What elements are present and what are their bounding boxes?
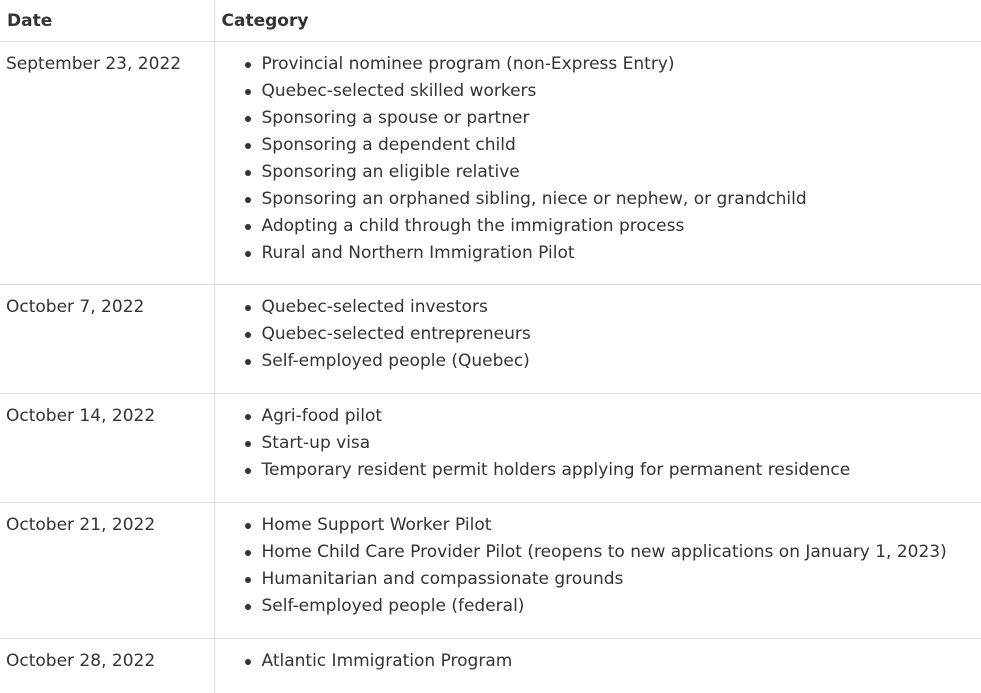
list-item bbox=[262, 648, 976, 675]
category-text: Sponsoring an orphaned sibling, niece or nephew, or grandchild bbox=[262, 189, 807, 209]
list-item bbox=[262, 593, 976, 620]
bullet-icon bbox=[245, 659, 251, 665]
date-cell bbox=[0, 42, 214, 285]
list-item bbox=[262, 51, 976, 78]
header-category: Category bbox=[214, 0, 981, 42]
list-item bbox=[262, 457, 976, 484]
category-text: Self-employed people (federal) bbox=[262, 596, 525, 616]
date-text: October 14, 2022 bbox=[6, 403, 208, 430]
date-cell bbox=[0, 394, 214, 503]
list-item bbox=[262, 566, 976, 593]
table-row bbox=[0, 285, 981, 394]
category-text: Quebec-selected entrepreneurs bbox=[262, 324, 531, 344]
list-item bbox=[262, 539, 976, 566]
list-item bbox=[262, 186, 976, 213]
bullet-icon bbox=[245, 251, 251, 257]
list-item bbox=[262, 159, 976, 186]
category-text: Start-up visa bbox=[262, 433, 371, 453]
category-text: Adopting a child through the immigration process bbox=[262, 216, 685, 236]
category-text: Home Child Care Provider Pilot (reopens to new applications on January 1, 2023) bbox=[262, 542, 947, 562]
list-item bbox=[262, 403, 976, 430]
list-item bbox=[262, 512, 976, 539]
bullet-icon bbox=[245, 305, 251, 311]
bullet-icon bbox=[245, 577, 251, 583]
category-list bbox=[215, 512, 976, 620]
category-text: Humanitarian and compassionate grounds bbox=[262, 569, 624, 589]
date-text: October 7, 2022 bbox=[6, 294, 208, 321]
list-item bbox=[262, 430, 976, 457]
list-item bbox=[262, 105, 976, 132]
date-cell bbox=[0, 503, 214, 639]
bullet-icon bbox=[245, 197, 251, 203]
bullet-icon bbox=[245, 170, 251, 176]
table-row bbox=[0, 42, 981, 285]
header-date: Date bbox=[0, 0, 214, 42]
category-text: Sponsoring a dependent child bbox=[262, 135, 516, 155]
date-text: September 23, 2022 bbox=[6, 51, 208, 78]
bullet-icon bbox=[245, 116, 251, 122]
category-text: Quebec-selected investors bbox=[262, 297, 488, 317]
table-row bbox=[0, 639, 981, 693]
category-text: Sponsoring a spouse or partner bbox=[262, 108, 530, 128]
list-item bbox=[262, 132, 976, 159]
category-cell bbox=[214, 285, 981, 394]
bullet-icon bbox=[245, 523, 251, 529]
category-text: Quebec-selected skilled workers bbox=[262, 81, 537, 101]
category-text: Provincial nominee program (non-Express Entry) bbox=[262, 54, 675, 74]
category-text: Temporary resident permit holders applying for permanent residence bbox=[262, 460, 851, 480]
list-item bbox=[262, 78, 976, 105]
category-text: Atlantic Immigration Program bbox=[262, 651, 513, 671]
category-list bbox=[215, 294, 976, 375]
category-cell bbox=[214, 394, 981, 503]
bullet-icon bbox=[245, 604, 251, 610]
bullet-icon bbox=[245, 62, 251, 68]
category-text: Rural and Northern Immigration Pilot bbox=[262, 243, 575, 263]
bullet-icon bbox=[245, 143, 251, 149]
category-text: Sponsoring an eligible relative bbox=[262, 162, 520, 182]
bullet-icon bbox=[245, 414, 251, 420]
bullet-icon bbox=[245, 441, 251, 447]
list-item bbox=[262, 213, 976, 240]
table-header-row bbox=[0, 0, 981, 42]
category-text: Home Support Worker Pilot bbox=[262, 515, 492, 535]
date-cell bbox=[0, 285, 214, 394]
table-row bbox=[0, 503, 981, 639]
list-item bbox=[262, 348, 976, 375]
bullet-icon bbox=[245, 359, 251, 365]
category-text: Agri-food pilot bbox=[262, 406, 383, 426]
category-text: Self-employed people (Quebec) bbox=[262, 351, 530, 371]
date-cell bbox=[0, 639, 214, 693]
category-list bbox=[215, 403, 976, 484]
list-item bbox=[262, 294, 976, 321]
date-text: October 21, 2022 bbox=[6, 512, 208, 539]
table-row bbox=[0, 394, 981, 503]
category-cell bbox=[214, 42, 981, 285]
bullet-icon bbox=[245, 332, 251, 338]
date-text: October 28, 2022 bbox=[6, 648, 208, 675]
category-list bbox=[215, 648, 976, 675]
bullet-icon bbox=[245, 224, 251, 230]
bullet-icon bbox=[245, 550, 251, 556]
category-cell bbox=[214, 639, 981, 693]
list-item bbox=[262, 240, 976, 267]
list-item bbox=[262, 321, 976, 348]
bullet-icon bbox=[245, 89, 251, 95]
bullet-icon bbox=[245, 468, 251, 474]
category-cell bbox=[214, 503, 981, 639]
category-list bbox=[215, 51, 976, 267]
